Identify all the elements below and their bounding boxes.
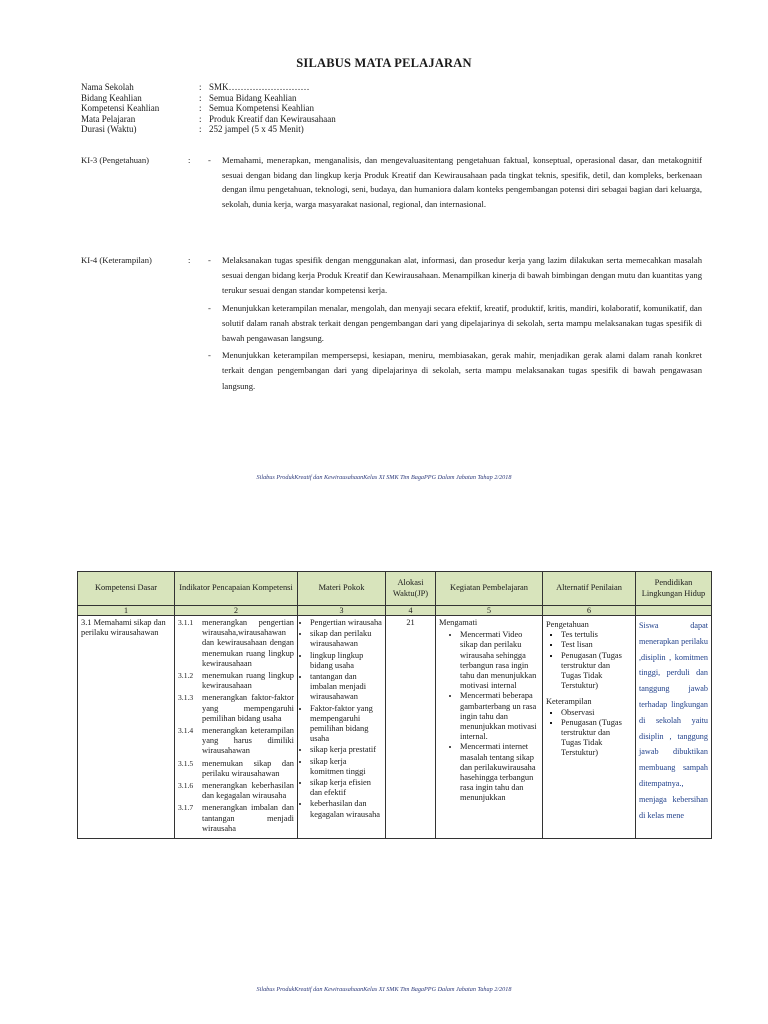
- indikator-item: [178, 803, 294, 834]
- kegiatan-title: Mengamati: [439, 618, 478, 627]
- lingkungan-cell: Siswa dapat menerapkan perilaku ,disiplin , komitmen tinggi, perduli dan tanggung jawab terhadap lingkungan di sekolah yaitu disiplin , tanggung jawab dibuktikan membuang sampah ditempatnya., menjaga kebersihan di kelas mene: [636, 616, 712, 839]
- identity-row: [81, 103, 336, 114]
- indikator-text: menerangkan faktor-faktor yang mempengaruhi pemilihan bidang usaha: [202, 693, 294, 723]
- indikator-code: 3.1.6: [178, 781, 194, 791]
- identity-value: SMK………………………: [209, 82, 310, 92]
- indikator-code: 3.1.7: [178, 803, 194, 813]
- identity-block: [81, 82, 336, 135]
- ki3-list: [208, 153, 702, 211]
- kegiatan-item: • Mencermati beberapa gambarterbang un rasa ingin tahu dan menunjukkan motivasi internal.: [460, 691, 539, 742]
- identity-value: Semua Bidang Keahlian: [209, 92, 297, 103]
- penilaian-item: ▪ Test lisan: [561, 640, 632, 650]
- identity-label: Kompetensi Keahlian: [81, 103, 160, 114]
- dash-marker: -: [208, 302, 211, 313]
- kegiatan-item: • Mencermati internet masalah tentang sikap dan perilakuwirausaha hasehingga terbangun rasa ingin tahu dan menunjukkan: [460, 742, 539, 803]
- penilaian-item: ▪ Penugasan (Tugas terstruktur dan Tugas Tidak Terstuktur): [561, 718, 632, 759]
- ki4-list: [208, 253, 702, 396]
- column-header: Materi Pokok: [298, 572, 386, 606]
- identity-label: Durasi (Waktu): [81, 124, 137, 135]
- page-footer: Silabus ProdukKreatif dan KewirausahaanKelas XI SMK Tim BagaPPG Dalam Jabatan Tahap 2/2018: [256, 474, 512, 481]
- indikator-code: 3.1.1: [178, 618, 194, 627]
- column-header: Indikator Pencapaian Kompetensi: [175, 572, 298, 606]
- table-number-row: [78, 606, 712, 616]
- materi-item: • keberhasilan dan kegagalan wirausaha: [310, 799, 382, 819]
- column-header: Alokasi Waktu(JP): [386, 572, 436, 606]
- page-footer-bottom: Silabus ProdukKreatif dan KewirausahaanKelas XI SMK Tim BagaPPG Dalam Jabatan Tahap 2/2018: [256, 986, 512, 993]
- penilaian-item: ▪ Penugasan (Tugas terstruktur dan Tugas Tidak Terstuktur): [561, 651, 632, 692]
- column-header: Kompetensi Dasar: [78, 572, 175, 606]
- identity-row: [81, 124, 336, 135]
- materi-item: • Faktor-faktor yang mempengaruhi pemilihan bidang usaha: [310, 704, 382, 745]
- indikator-item: [178, 781, 294, 801]
- identity-colon: :: [199, 92, 202, 103]
- ki4-item: [208, 348, 702, 394]
- identity-colon: :: [199, 124, 202, 135]
- identity-value: Produk Kreatif dan Kewirausahaan: [209, 113, 336, 124]
- identity-colon: :: [199, 82, 202, 92]
- column-number: 4: [386, 606, 436, 616]
- indikator-text: menemukan sikap dan perilaku wirausahawan: [202, 758, 294, 778]
- column-number: 2: [175, 606, 298, 616]
- penilaian-item: ▪ Observasi: [561, 708, 632, 718]
- column-number: 5: [436, 606, 543, 616]
- column-header: Kegiatan Pembelajaran: [436, 572, 543, 606]
- page-title: SILABUS MATA PELAJARAN: [296, 56, 472, 70]
- materi-item: • lingkup lingkup bidang usaha: [310, 651, 382, 671]
- indikator-text: menemukan ruang lingkup kewirausahaan: [202, 671, 294, 691]
- ki3-label: KI-3 (Pengetahuan): [81, 155, 150, 165]
- indikator-code: 3.1.5: [178, 758, 194, 768]
- materi-cell: [298, 616, 386, 839]
- indikator-text: menerangkan keterampilan yang harus dimiliki wirausahawan: [202, 726, 294, 756]
- ki4-item-text: Menunjukkan keterampilan mempersepsi, kesiapan, meniru, membiasakan, gerak mahir, menjadikan gerak alami dalam ranah konkret terkait dengan pengembangan dari yang dipelajarinya di sekolah, serta mampu melaksanakan tugas spesifik di bawah pengawasan langsung.: [222, 350, 702, 391]
- indikator-code: 3.1.2: [178, 671, 194, 681]
- ki3-item: [208, 153, 702, 211]
- column-number: 1: [78, 606, 175, 616]
- ki4-item-text: Menunjukkan keterampilan menalar, mengolah, dan menyaji secara efektif, kreatif, produktif, kritis, mandiri, kolaboratif, komunikatif, dan solutif dalam ranah abstrak terkait dengan pengembangan dari yang dipelajarinya di sekolah, serta mampu melaksanakan tugas spesifik di bawah pengawasan langsung.: [222, 302, 702, 344]
- indikator-item: [178, 693, 294, 724]
- materi-item: • sikap kerja prestatif: [310, 745, 382, 755]
- column-number: 3: [298, 606, 386, 616]
- materi-item: • tantangan dan imbalan menjadi wirausahawan: [310, 672, 382, 703]
- column-number: [636, 606, 712, 616]
- indikator-item: [178, 671, 294, 691]
- ki4-section: KI-4 (Keterampilan) : - Melaksanakan tugas spesifik dengan menggunakan alat, informasi, dan prosedur kerja yang lazim dilakukan serta memecahkan masalah sesuai dengan bidang kerja Produk Kreatif dan Kewirausahaan. Menampilkan kinerja di bawah bimbingan dengan mutu dan kuantitas yang terukur sesuai dengan standar kompetensi kerja. - Menunjukkan keterampilan menalar, mengolah, dan menyaji secara efektif, kreatif, produktif, kritis, mandiri, kolaboratif, komunikatif, dan solutif dalam ranah abstrak terkait dengan pengembangan dari yang dipelajarinya di sekolah, serta mampu melaksanakan tugas spesifik di bawah pengawasan langsung. - Menunjukkan keterampilan mempersepsi, kesiapan, meniru, membiasakan, gerak mahir, menjadikan gerak alami dalam ranah konkret terkait dengan pengembangan dari yang dipelajarinya di sekolah, serta mampu melaksanakan tugas spesifik di bawah pengawasan langsung.: [81, 253, 702, 413]
- indikator-text: menerangkan imbalan dan tantangan menjadi wirausaha: [202, 803, 294, 833]
- indikator-code: 3.1.3: [178, 693, 194, 703]
- ki4-item-text: Melaksanakan tugas spesifik dengan menggunakan alat, informasi, dan prosedur kerja yang lazim dilakukan serta memecahkan masalah sesuai dengan bidang kerja Produk Kreatif dan Kewirausahaan. Menampilkan kinerja di bawah bimbingan dengan mutu dan kuantitas yang terukur sesuai dengan standar kompetensi kerja.: [222, 255, 702, 296]
- indikator-item: [178, 759, 294, 779]
- indikator-text: menerangkan pengertian wirausaha,wirausahawan dan kewirausahaan dengan menemukan ruang lingkup kewirausahaan: [202, 618, 294, 668]
- kd-cell: 3.1 Memahami sikap dan perilaku wirausahawan: [78, 616, 175, 839]
- kegiatan-cell: [436, 616, 543, 839]
- indikator-item: [178, 618, 294, 669]
- indikator-item: [178, 726, 294, 757]
- identity-row: [81, 82, 336, 93]
- identity-row: [81, 93, 336, 104]
- indikator-text: menerangkan keberhasilan dan kegagalan wirausaha: [202, 781, 294, 801]
- ki4-item: [208, 253, 702, 299]
- kegiatan-item: • Mencermati Video sikap dan perilaku wirausaha sehingga terbangun rasa ingin tahu dan menunjukkan motivasi internal: [460, 630, 539, 691]
- dash-marker: -: [208, 255, 211, 265]
- syllabus-table: [77, 571, 712, 839]
- identity-value: 252 jampel (5 x 45 Menit): [209, 124, 304, 135]
- materi-item: • sikap kerja efisien dan efektif: [310, 778, 382, 798]
- identity-row: [81, 114, 336, 125]
- alokasi-cell: 21: [386, 616, 436, 839]
- identity-label: Nama Sekolah: [81, 82, 134, 92]
- ki3-item-text: Memahami, menerapkan, menganalisis, dan mengevaluasitentang pengetahuan faktual, konseptual, operasional dasar, dan metakognitif sesuai dengan bidang dan lingkup kerja Produk Kreatif dan Kewirausahaan pada tingkat teknis, spesifik, detil, dan kompleks, berkenaan dengan ilmu pengetahuan, teknologi, seni, budaya, dan humaniora dalam konteks pengembangan potensi diri sebagai bagian dari keluarga, sekolah, dunia kerja, warga masyarakat nasional, regional, dan internasional.: [222, 155, 702, 209]
- ki3-section: KI-3 (Pengetahuan) : - Memahami, menerapkan, menganalisis, dan mengevaluasitentang pengetahuan faktual, konseptual, operasional dasar, dan metakognitif sesuai dengan bidang dan lingkup kerja Produk Kreatif dan Kewirausahaan pada tingkat teknis, spesifik, detil, dan kompleks, berkenaan dengan ilmu pengetahuan, teknologi, seni, budaya, dan humaniora dalam konteks pengembangan potensi diri sebagai bagian dari keluarga, sekolah, dunia kerja, warga masyarakat nasional, regional, dan internasional.: [81, 153, 702, 241]
- ki4-label: KI-4 (Keterampilan): [81, 255, 152, 265]
- indikator-cell: [175, 616, 298, 839]
- column-number: 6: [543, 606, 636, 616]
- penilaian-pengetahuan: Pengetahuan: [546, 620, 589, 629]
- penilaian-cell: [543, 616, 636, 839]
- dash-marker: -: [208, 155, 211, 165]
- identity-colon: :: [199, 103, 202, 114]
- materi-item: • Pengertian wirausaha: [310, 618, 382, 628]
- dash-marker: -: [208, 350, 211, 361]
- identity-label: Bidang Keahlian: [81, 92, 142, 103]
- materi-item: • sikap dan perilaku wirausahawan: [310, 629, 382, 649]
- penilaian-keterampilan: Keterampilan: [546, 697, 592, 707]
- penilaian-item: ▪ Tes tertulis: [561, 630, 632, 640]
- identity-value: Semua Kompetensi Keahlian: [209, 103, 314, 114]
- identity-label: Mata Pelajaran: [81, 113, 136, 124]
- materi-item: • sikap kerja komitmen tinggi: [310, 757, 382, 777]
- identity-colon: :: [199, 113, 202, 124]
- ki4-item: [208, 301, 702, 347]
- column-header: Pendidikan Lingkungan Hidup: [636, 572, 712, 606]
- table-header-row: [78, 572, 712, 606]
- column-header: Alternatif Penilaian: [543, 572, 636, 606]
- indikator-code: 3.1.4: [178, 726, 194, 736]
- table-row: [78, 616, 712, 839]
